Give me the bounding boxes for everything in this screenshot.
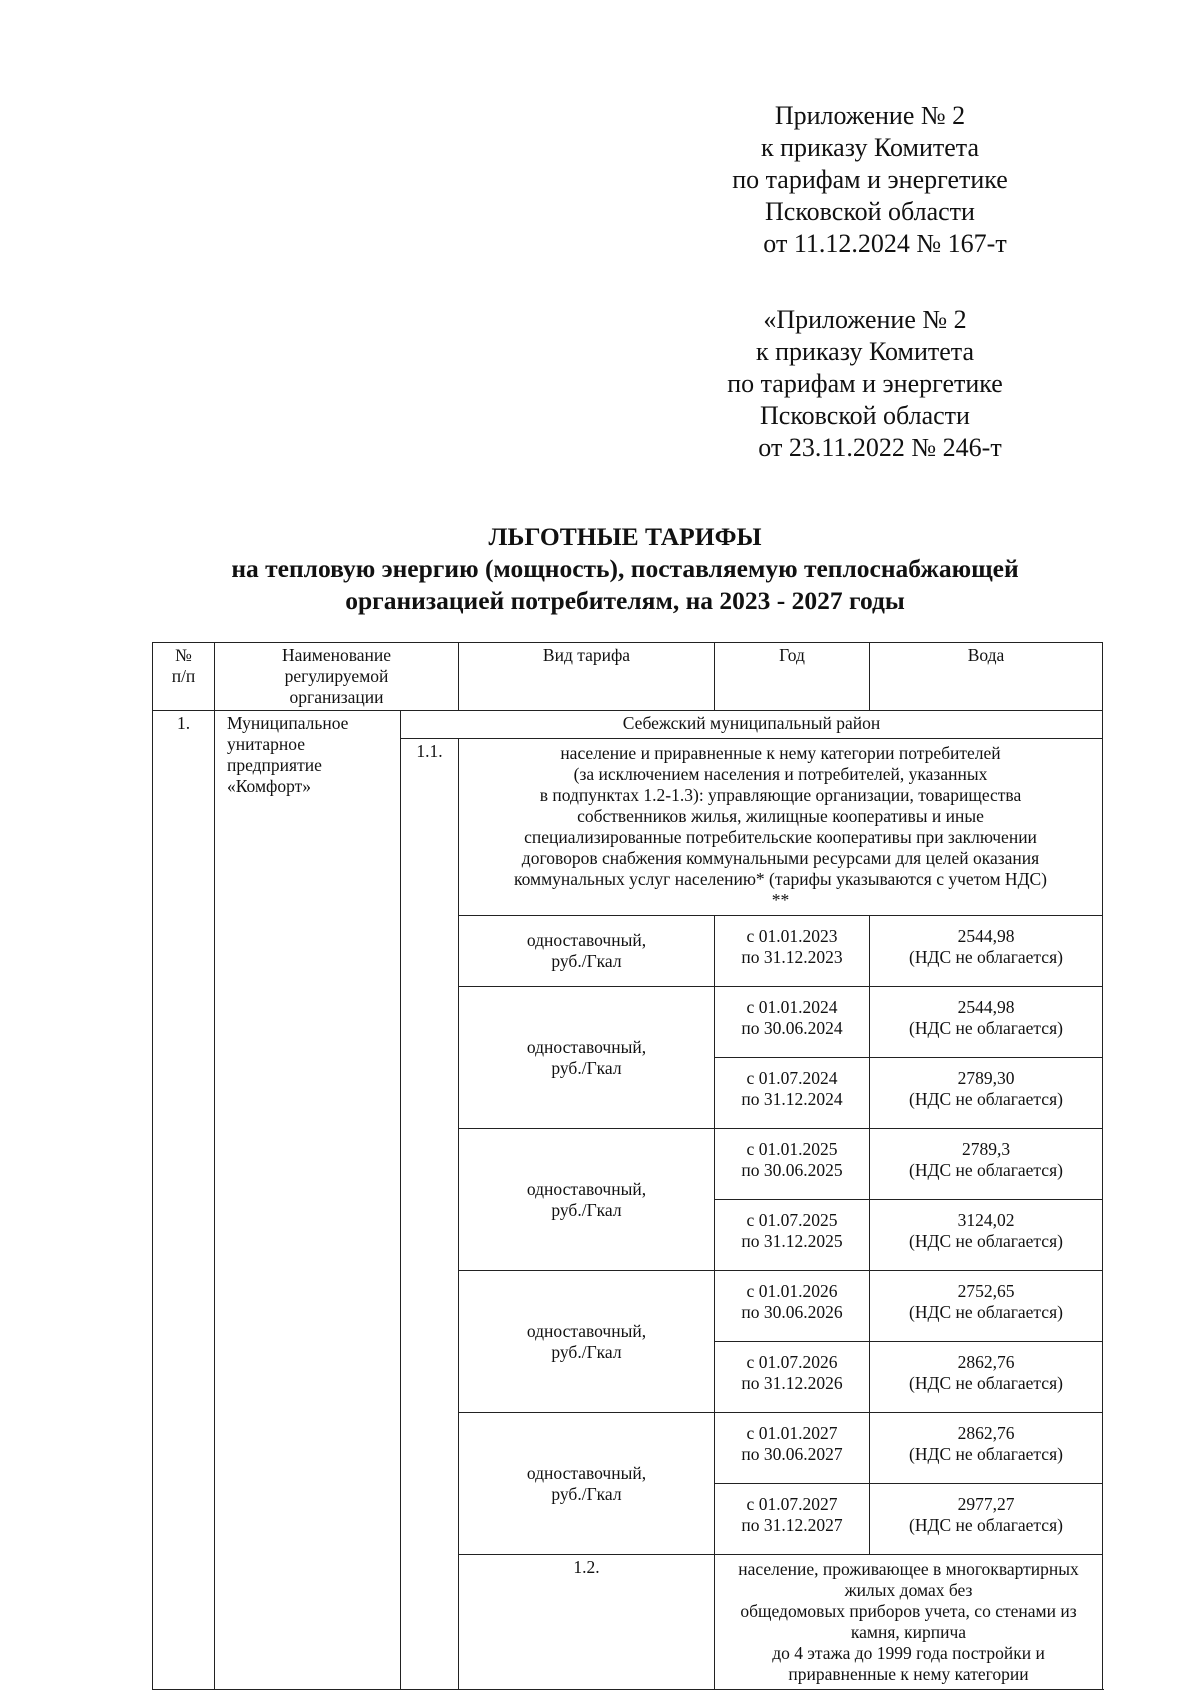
header-year: Год xyxy=(715,643,870,711)
period: с 01.07.2026 по 31.12.2026 xyxy=(715,1342,870,1413)
period: с 01.01.2023 по 31.12.2023 xyxy=(715,916,870,987)
tariff-value: 2789,30 (НДС не облагается) xyxy=(870,1058,1103,1129)
district-name: Себежский муниципальный район xyxy=(401,711,1103,739)
annex-line: по тарифам и энергетике xyxy=(727,369,1003,398)
section-number: 1.1. xyxy=(401,739,459,1690)
period: с 01.07.2025 по 31.12.2025 xyxy=(715,1200,870,1271)
annex-line: «Приложение № 2 xyxy=(763,305,967,334)
tariff-value: 2752,65 (НДС не облагается) xyxy=(870,1271,1103,1342)
row-number: 1. xyxy=(153,711,215,1690)
annex-line: Псковской области xyxy=(760,401,970,430)
tariff-type: одноставочный, руб./Гкал xyxy=(459,1271,715,1413)
table-row xyxy=(153,711,1103,739)
tariff-value: 2544,98 (НДС не облагается) xyxy=(870,987,1103,1058)
tariff-type: одноставочный, руб./Гкал xyxy=(459,1413,715,1555)
header-organization: Наименование регулируемой организации xyxy=(215,643,459,711)
annex-reference-current xyxy=(700,100,1040,260)
title-line-3: организацией потребителям, на 2023 - 2027 годы xyxy=(345,586,905,615)
header-number: № п/п xyxy=(153,643,215,711)
tariff-type: одноставочный, руб./Гкал xyxy=(459,987,715,1129)
tariff-value: 3124,02 (НДС не облагается) xyxy=(870,1200,1103,1271)
tariff-type: одноставочный, руб./Гкал xyxy=(459,1129,715,1271)
tariff-value: 2862,76 (НДС не облагается) xyxy=(870,1413,1103,1484)
annex-date: от 23.11.2022 № 246-т xyxy=(758,433,1002,462)
document-title xyxy=(150,521,1100,617)
organization-name: Муниципальное унитарное предприятие «Комфорт» xyxy=(215,711,401,1690)
title-line-1: ЛЬГОТНЫЕ ТАРИФЫ xyxy=(488,522,762,551)
annex-reference-previous xyxy=(695,304,1035,464)
period: с 01.07.2027 по 31.12.2027 xyxy=(715,1484,870,1555)
period: с 01.01.2026 по 30.06.2026 xyxy=(715,1271,870,1342)
annex-line: по тарифам и энергетике xyxy=(732,165,1008,194)
period: с 01.01.2025 по 30.06.2025 xyxy=(715,1129,870,1200)
annex-line: к приказу Комитета xyxy=(760,133,979,162)
header-tariff-type: Вид тарифа xyxy=(459,643,715,711)
annex-date: от 11.12.2024 № 167-т xyxy=(763,229,1007,258)
annex-line: Псковской области xyxy=(765,197,975,226)
title-line-2: на тепловую энергию (мощность), поставляемую теплоснабжающей xyxy=(231,554,1019,583)
tariff-value: 2789,3 (НДС не облагается) xyxy=(870,1129,1103,1200)
tariff-table xyxy=(152,642,1103,1690)
header-water: Вода xyxy=(870,643,1103,711)
annex-line: Приложение № 2 xyxy=(774,101,966,130)
tariff-value: 2544,98 (НДС не облагается) xyxy=(870,916,1103,987)
tariff-value: 2977,27 (НДС не облагается) xyxy=(870,1484,1103,1555)
section-number: 1.2. xyxy=(459,1555,715,1690)
period: с 01.07.2024 по 31.12.2024 xyxy=(715,1058,870,1129)
tariff-type: одноставочный, руб./Гкал xyxy=(459,916,715,987)
period: с 01.01.2024 по 30.06.2024 xyxy=(715,987,870,1058)
consumer-category-text: население и приравненные к нему категории потребителей (за исключением населения и потребителей, указанных в подпунктах 1.2-1.3): управляющие организации, товарищества собственников жилья, жилищные кооперативы и иные специализированные потребительские кооперативы при заключении договоров снабжения коммунальными ресурсами для целей оказания коммунальных услуг населению* (тарифы указываются с учетом НДС) ** xyxy=(459,739,1103,916)
consumer-category-text: население, проживающее в многоквартирных жилых домах без общедомовых приборов учета, со стенами из камня, кирпича до 4 этажа до 1999 года постройки и приравненные к нему категории xyxy=(715,1555,1103,1690)
table-header-row xyxy=(153,643,1103,711)
period: с 01.01.2027 по 30.06.2027 xyxy=(715,1413,870,1484)
tariff-value: 2862,76 (НДС не облагается) xyxy=(870,1342,1103,1413)
annex-line: к приказу Комитета xyxy=(755,337,974,366)
